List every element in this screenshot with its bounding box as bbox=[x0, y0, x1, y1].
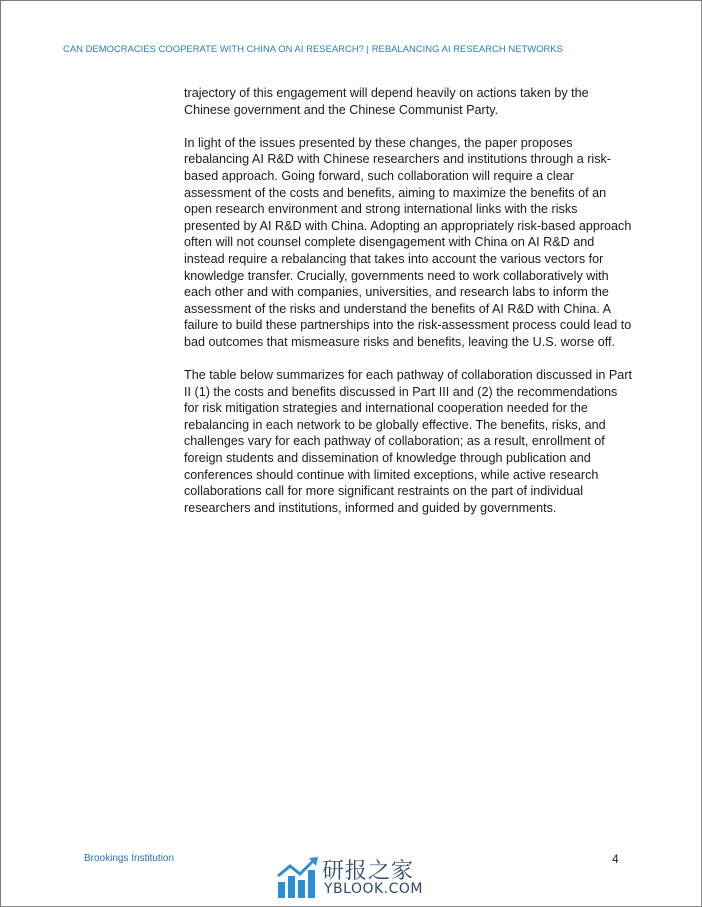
paragraph: In light of the issues presented by these changes, the paper proposes rebalancing AI R&D with Chinese researchers and institutions through a risk-based approach. Going forward, such collaboration will require a clear assessment of the costs and benefits, aiming to maximize the benefits of an open research environment and strong international links with the risks presented by AI R&D with China. Adopting an appropriately risk-based approach often will not counsel complete disengagement with China on AI R&D and instead require a rebalancing that takes into account the various vectors for knowledge transfer. Crucially, governments need to work collaboratively with each other and with companies, universities, and research labs to inform the assessment of the risks and understand the benefits of AI R&D with China. A failure to build these partnerships into the risk-assessment process could lead to bad outcomes that mismeasure risks and benefits, leaving the U.S. worse off. bbox=[184, 135, 632, 349]
paragraph: trajectory of this engagement will depend heavily on actions taken by the Chinese government and the Chinese Communist Party. bbox=[184, 86, 589, 117]
watermark-chinese-text: 研报之家 bbox=[322, 859, 415, 884]
watermark-logo bbox=[276, 856, 436, 902]
body-text bbox=[184, 85, 634, 533]
running-header: CAN DEMOCRACIES COOPERATE WITH CHINA ON AI RESEARCH? | REBALANCING AI RESEARCH NETWORKS bbox=[63, 43, 563, 54]
footer-publisher: Brookings Institution bbox=[84, 853, 175, 864]
page-number: 4 bbox=[612, 852, 619, 866]
watermark-domain-text: YBLOOK.COM bbox=[324, 881, 424, 897]
paragraph: The table below summarizes for each pathway of collaboration discussed in Part II (1) the costs and benefits discussed in Part III and (2) the recommendations for risk mitigation strategies and international cooperation needed for the rebalancing in each network to be globally effective. The benefits, risks, and challenges vary for each pathway of collaboration; as a result, enrollment of foreign students and dissemination of knowledge through publication and conferences should continue with limited exceptions, while active research collaborations call for more significant restraints on the part of individual researchers and institutions, informed and guided by governments. bbox=[184, 368, 633, 515]
bar-chart-arrow-icon bbox=[276, 856, 320, 900]
